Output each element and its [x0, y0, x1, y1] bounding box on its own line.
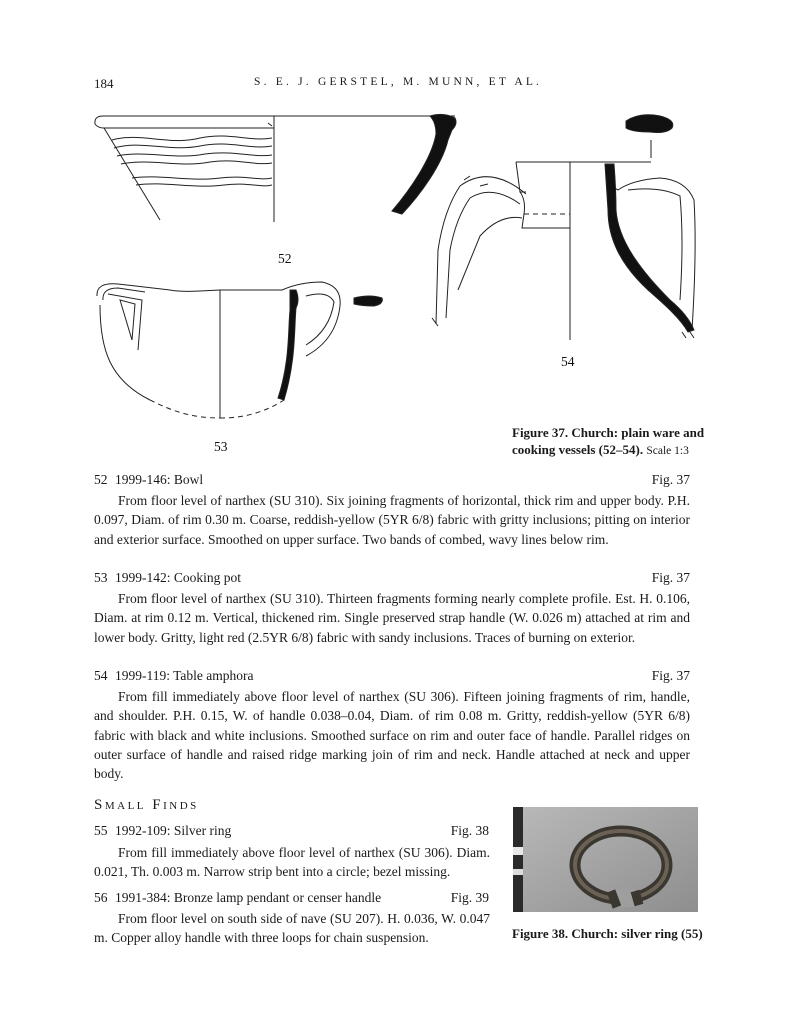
entry-55-heading	[94, 823, 489, 843]
entry-54-description: From fill immediately above floor level of narthex (SU 306). Fifteen joining fragments of rim, handle, and shoulder. P.H. 0.15, W. of handle 0.038–0.04, Diam. of rim 0.08 m. Gritty, reddish-yellow (5YR 6/8) fabric with black and white inclusions. Smoothed surface on rim and outer face of handle. Parallel ridges on outer surface of handle and raised ridge marking join of rim and neck. Handle attached at neck and upper body.	[94, 689, 690, 782]
vessel-52-bowl	[95, 114, 456, 222]
entry-52-heading	[94, 472, 690, 492]
figure-37-scale: Scale 1:3	[646, 445, 689, 457]
running-title: S. E. J. GERSTEL, M. MUNN, ET AL.	[254, 76, 543, 88]
figure-reference: Fig. 38	[450, 823, 489, 838]
figure-37-caption	[512, 424, 712, 460]
entry-title: 1991-384: Bronze lamp pendant or censer handle	[115, 890, 382, 905]
section-heading-small-finds: Small Finds	[94, 797, 199, 813]
entry-number: 54	[94, 668, 108, 683]
figure-37-drawings	[0, 0, 792, 470]
entry-55-description: From fill immediately above floor level of narthex (SU 306). Diam. 0.021, Th. 0.003 m. Narrow strip bent into a circle; bezel missing.	[94, 845, 490, 880]
entry-number: 56	[94, 890, 108, 905]
vessel-54-table-amphora	[432, 115, 695, 340]
vessel-53-cooking-pot	[97, 282, 382, 418]
entry-56-description: From floor level on south side of nave (SU 207). H. 0.036, W. 0.047 m. Copper alloy handle with three loops for chain suspension.	[94, 911, 490, 946]
entry-title: 1999-119: Table amphora	[115, 668, 254, 683]
entry-52-description: From floor level of narthex (SU 310). Six joining fragments of horizontal, thick rim and upper body. P.H. 0.097, Diam. of rim 0.30 m. Coarse, reddish-yellow (5YR 6/8) fabric with gritty inclusions; pitting on interior and exterior surface. Smoothed on upper surface. Two bands of combed, wavy lines below rim.	[94, 493, 690, 547]
entry-54-heading	[94, 668, 690, 688]
figure-reference: Fig. 37	[651, 570, 690, 585]
entry-53-heading	[94, 570, 690, 590]
figure-37-caption-text: Figure 37. Church: plain ware and cooking vessels (52–54).	[512, 425, 705, 457]
silver-ring-photo	[513, 807, 698, 912]
figure-reference: Fig. 39	[450, 890, 489, 905]
figure-label-54: 54	[561, 354, 575, 369]
entry-number: 53	[94, 570, 108, 585]
figure-reference: Fig. 37	[651, 472, 690, 487]
entry-number: 55	[94, 823, 108, 838]
page-number: 184	[94, 76, 114, 91]
figure-38-caption: Figure 38. Church: silver ring (55)	[512, 926, 703, 941]
entry-title: 1992-109: Silver ring	[115, 823, 232, 838]
silver-ring-image	[513, 807, 698, 912]
entry-title: 1999-142: Cooking pot	[115, 570, 242, 585]
entry-number: 52	[94, 472, 108, 487]
entry-53-description: From floor level of narthex (SU 310). Thirteen fragments forming nearly complete profile. Est. H. 0.106, Diam. at rim 0.12 m. Vertical, thickened rim. Single preserved strap handle (W. 0.026 m) attached at rim and lower body. Gritty, light red (2.5YR 6/8) fabric with sandy inclusions. Traces of burning on exterior.	[94, 591, 690, 645]
entry-title: 1999-146: Bowl	[115, 472, 204, 487]
figure-label-53: 53	[214, 439, 228, 454]
figure-label-52: 52	[278, 251, 292, 266]
figure-reference: Fig. 37	[651, 668, 690, 683]
entry-56-heading	[94, 890, 489, 910]
